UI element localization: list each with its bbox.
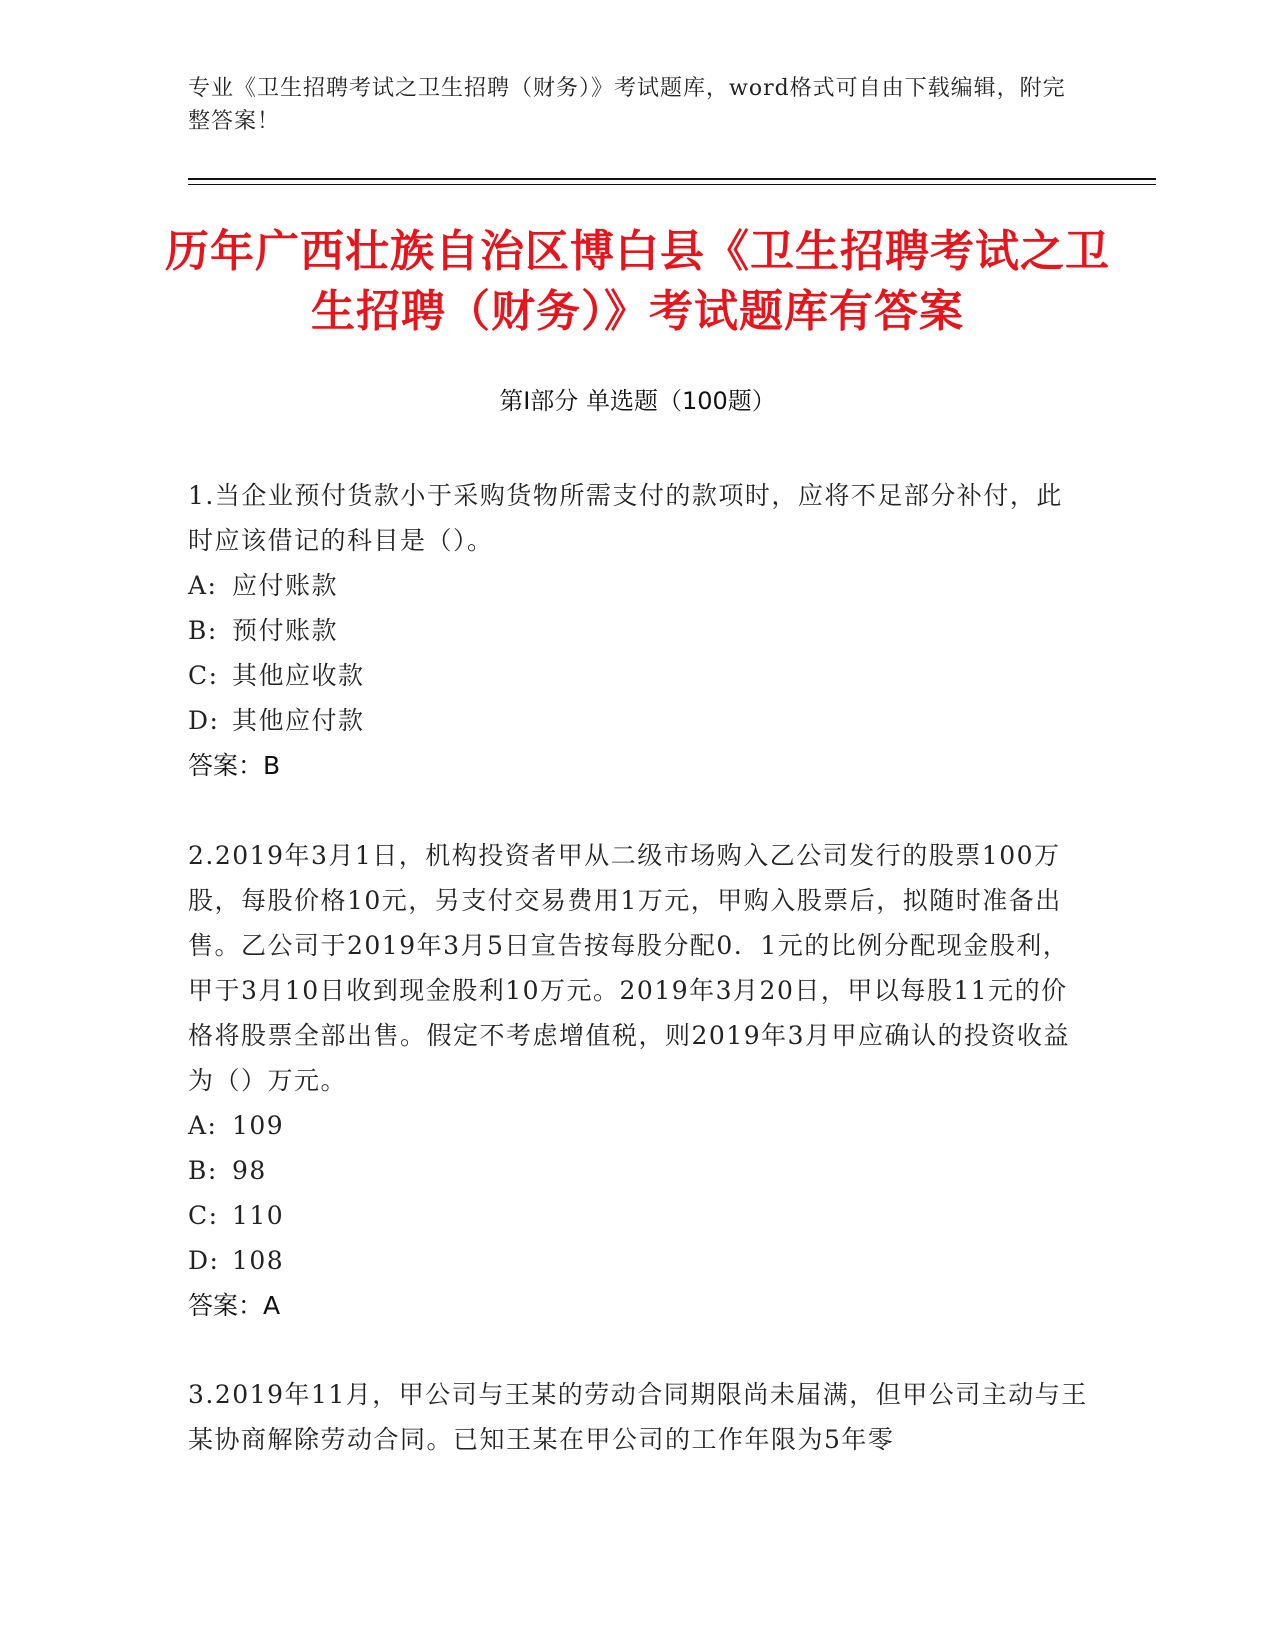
option-key: A:	[188, 571, 218, 600]
question-stem: 2.2019年3月1日，机构投资者甲从二级市场购入乙公司发行的股票100万股，每股价格10元，另支付交易费用1万元，甲购入股票后，拟随时准备出售。乙公司于2019年3月5日宣告按每股分配0．1元的比例分配现金股利，甲于3月10日收到现金股利10万元。2019年3月20日，甲以每股11元的价格将股票全部出售。假定不考虑增值税，则2019年3月甲应确认的投资收益为（）万元。	[188, 841, 1071, 1095]
option-d	[188, 698, 1088, 743]
option-key: D:	[188, 1246, 220, 1275]
document-title: 历年广西壮族自治区博白县《卫生招聘考试之卫生招聘（财务）》考试题库有答案	[165, 226, 1110, 337]
header-divider-thin	[188, 184, 1156, 185]
option-text: 98	[232, 1156, 267, 1185]
header-note: 专业《卫生招聘考试之卫生招聘（财务）》考试题库，word格式可自由下载编辑，附完整答案！	[188, 76, 1066, 134]
header-divider-thick	[188, 178, 1156, 180]
option-key: C:	[188, 661, 219, 690]
option-b	[188, 608, 1088, 653]
option-key: A:	[188, 1111, 218, 1140]
option-key: C:	[188, 1201, 219, 1230]
option-key: B:	[188, 1156, 218, 1185]
option-c	[188, 1193, 1088, 1238]
question-2	[188, 833, 1088, 1328]
option-key: D:	[188, 706, 220, 735]
option-text: 109	[232, 1111, 285, 1140]
option-text: 应付账款	[232, 571, 339, 600]
option-a	[188, 563, 1088, 608]
option-text: 108	[232, 1246, 285, 1275]
question-1	[188, 473, 1088, 788]
option-b	[188, 1148, 1088, 1193]
option-text: 其他应付款	[232, 706, 365, 735]
question-stem: 1.当企业预付货款小于采购货物所需支付的款项时，应将不足部分补付，此时应该借记的科目是（）。	[188, 481, 1063, 555]
option-text: 预付账款	[232, 616, 339, 645]
option-text: 其他应收款	[232, 661, 365, 690]
option-text: 110	[232, 1201, 285, 1230]
section-heading: 第Ⅰ部分 单选题（100题）	[499, 387, 776, 415]
option-a	[188, 1103, 1088, 1148]
answer-line: 答案：A	[188, 1291, 281, 1320]
option-d	[188, 1238, 1088, 1283]
option-key: B:	[188, 616, 218, 645]
question-stem: 3.2019年11月，甲公司与王某的劳动合同期限尚未届满，但甲公司主动与王某协商解除劳动合同。已知王某在甲公司的工作年限为5年零	[188, 1380, 1088, 1454]
option-c	[188, 653, 1088, 698]
answer-line: 答案：B	[188, 751, 281, 780]
question-3	[188, 1372, 1088, 1462]
